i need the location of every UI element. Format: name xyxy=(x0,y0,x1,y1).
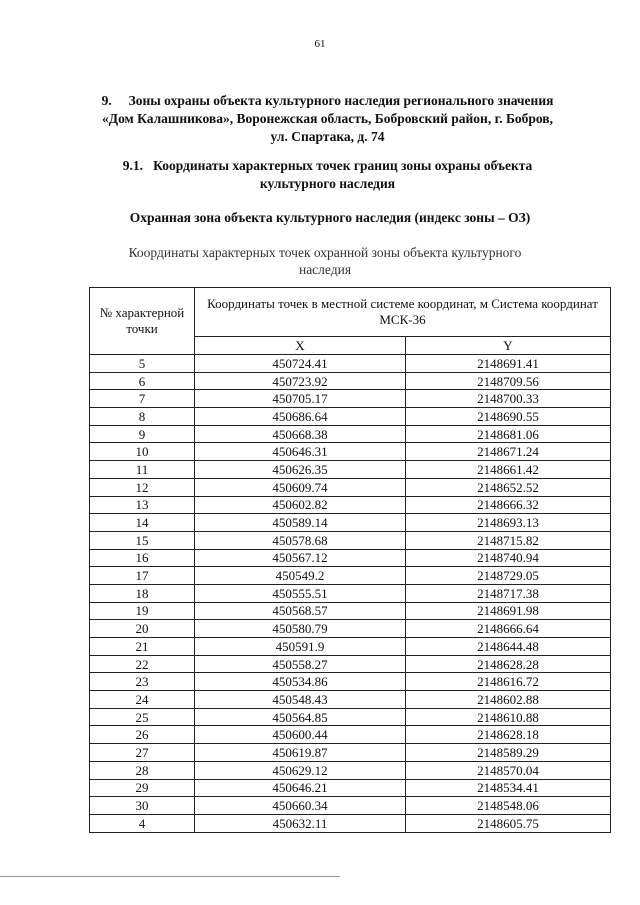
x-coordinate-cell: 450668.38 xyxy=(195,425,406,443)
point-number-cell: 19 xyxy=(90,602,195,620)
table-row xyxy=(90,390,611,408)
y-coordinate-cell: 2148605.75 xyxy=(406,814,611,832)
table-row xyxy=(90,691,611,709)
point-number-cell: 12 xyxy=(90,478,195,496)
y-coordinate-cell: 2148534.41 xyxy=(406,779,611,797)
y-coordinate-cell: 2148652.52 xyxy=(406,478,611,496)
y-coordinate-cell: 2148570.04 xyxy=(406,761,611,779)
x-coordinate-cell: 450609.74 xyxy=(195,478,406,496)
point-number-cell: 26 xyxy=(90,726,195,744)
x-coordinate-cell: 450548.43 xyxy=(195,691,406,709)
y-coordinate-cell: 2148666.32 xyxy=(406,496,611,514)
point-number-cell: 16 xyxy=(90,549,195,567)
point-number-header: № характерной точки xyxy=(90,288,195,355)
table-row xyxy=(90,814,611,832)
table-row xyxy=(90,372,611,390)
section-heading: 9. Зоны охраны объекта культурного наследия регионального значения «Дом Калашникова», Воронежская область, Бобровский район, г. Бобров, ул. Спартака, д. 74 xyxy=(101,93,554,144)
point-number-cell: 27 xyxy=(90,744,195,762)
y-coordinate-cell: 2148700.33 xyxy=(406,390,611,408)
x-coordinate-cell: 450660.34 xyxy=(195,797,406,815)
coordinates-table xyxy=(89,287,611,833)
x-coordinate-cell: 450568.57 xyxy=(195,602,406,620)
y-coordinate-cell: 2148691.41 xyxy=(406,355,611,373)
y-coordinate-cell: 2148610.88 xyxy=(406,708,611,726)
coordinates-header: Координаты точек в местной системе координат, м Система координат МСК-36 xyxy=(195,288,611,337)
y-coordinate-cell: 2148671.24 xyxy=(406,443,611,461)
y-coordinate-cell: 2148715.82 xyxy=(406,531,611,549)
table-row xyxy=(90,761,611,779)
y-coordinate-cell: 2148691.98 xyxy=(406,602,611,620)
header-row xyxy=(90,288,611,337)
point-number-cell: 25 xyxy=(90,708,195,726)
zone-title: Охранная зона объекта культурного наследия (индекс зоны – ОЗ) xyxy=(129,210,531,225)
y-coordinate-cell: 2148644.48 xyxy=(406,638,611,656)
x-coordinate-cell: 450705.17 xyxy=(195,390,406,408)
point-number-cell: 7 xyxy=(90,390,195,408)
table-row xyxy=(90,779,611,797)
y-coordinate-cell: 2148740.94 xyxy=(406,549,611,567)
x-coordinate-cell: 450567.12 xyxy=(195,549,406,567)
table-row xyxy=(90,425,611,443)
point-number-cell: 22 xyxy=(90,655,195,673)
y-coordinate-cell: 2148709.56 xyxy=(406,372,611,390)
y-coordinate-cell: 2148681.06 xyxy=(406,425,611,443)
y-coordinate-cell: 2148548.06 xyxy=(406,797,611,815)
table-row xyxy=(90,496,611,514)
table-row xyxy=(90,443,611,461)
x-coordinate-cell: 450600.44 xyxy=(195,726,406,744)
point-number-cell: 30 xyxy=(90,797,195,815)
point-number-cell: 6 xyxy=(90,372,195,390)
table-row xyxy=(90,461,611,479)
x-coordinate-cell: 450646.21 xyxy=(195,779,406,797)
point-number-cell: 13 xyxy=(90,496,195,514)
point-number-cell: 29 xyxy=(90,779,195,797)
table-row xyxy=(90,531,611,549)
table-row xyxy=(90,620,611,638)
point-number-cell: 9 xyxy=(90,425,195,443)
y-coordinate-cell: 2148666.64 xyxy=(406,620,611,638)
y-coordinate-cell: 2148661.42 xyxy=(406,461,611,479)
table-caption: Координаты характерных точек охранной зоны объекта культурного наследия xyxy=(128,245,522,277)
y-header: Y xyxy=(406,337,611,355)
y-coordinate-cell: 2148628.28 xyxy=(406,655,611,673)
y-coordinate-cell: 2148616.72 xyxy=(406,673,611,691)
table-row xyxy=(90,797,611,815)
table-row xyxy=(90,655,611,673)
point-number-cell: 23 xyxy=(90,673,195,691)
point-number-cell: 11 xyxy=(90,461,195,479)
table-row xyxy=(90,726,611,744)
table-row xyxy=(90,355,611,373)
point-number-cell: 5 xyxy=(90,355,195,373)
x-coordinate-cell: 450578.68 xyxy=(195,531,406,549)
point-number-cell: 21 xyxy=(90,638,195,656)
y-coordinate-cell: 2148690.55 xyxy=(406,408,611,426)
point-number-cell: 17 xyxy=(90,567,195,585)
x-coordinate-cell: 450591.9 xyxy=(195,638,406,656)
page-number: 61 xyxy=(314,38,326,50)
point-number-cell: 4 xyxy=(90,814,195,832)
point-number-cell: 8 xyxy=(90,408,195,426)
x-header: X xyxy=(195,337,406,355)
x-coordinate-cell: 450580.79 xyxy=(195,620,406,638)
x-coordinate-cell: 450646.31 xyxy=(195,443,406,461)
x-coordinate-cell: 450619.87 xyxy=(195,744,406,762)
table-row xyxy=(90,744,611,762)
y-coordinate-cell: 2148693.13 xyxy=(406,514,611,532)
table-row xyxy=(90,673,611,691)
y-coordinate-cell: 2148589.29 xyxy=(406,744,611,762)
point-number-cell: 10 xyxy=(90,443,195,461)
table-row xyxy=(90,408,611,426)
y-coordinate-cell: 2148729.05 xyxy=(406,567,611,585)
x-coordinate-cell: 450555.51 xyxy=(195,584,406,602)
x-coordinate-cell: 450724.41 xyxy=(195,355,406,373)
table-row xyxy=(90,478,611,496)
point-number-cell: 28 xyxy=(90,761,195,779)
point-number-cell: 18 xyxy=(90,584,195,602)
footer-divider xyxy=(0,876,340,877)
x-coordinate-cell: 450549.2 xyxy=(195,567,406,585)
table-header xyxy=(90,288,611,355)
point-number-cell: 14 xyxy=(90,514,195,532)
x-coordinate-cell: 450564.85 xyxy=(195,708,406,726)
y-coordinate-cell: 2148717.38 xyxy=(406,584,611,602)
x-coordinate-cell: 450626.35 xyxy=(195,461,406,479)
subsection-heading: 9.1. Координаты характерных точек границ зоны охраны объекта культурного наследия xyxy=(122,158,533,191)
table-row xyxy=(90,514,611,532)
x-coordinate-cell: 450686.64 xyxy=(195,408,406,426)
y-coordinate-cell: 2148628.18 xyxy=(406,726,611,744)
point-number-cell: 20 xyxy=(90,620,195,638)
point-number-cell: 15 xyxy=(90,531,195,549)
x-coordinate-cell: 450558.27 xyxy=(195,655,406,673)
table-row xyxy=(90,567,611,585)
y-coordinate-cell: 2148602.88 xyxy=(406,691,611,709)
x-coordinate-cell: 450632.11 xyxy=(195,814,406,832)
table-row xyxy=(90,602,611,620)
point-number-cell: 24 xyxy=(90,691,195,709)
x-coordinate-cell: 450602.82 xyxy=(195,496,406,514)
x-coordinate-cell: 450629.12 xyxy=(195,761,406,779)
x-coordinate-cell: 450534.86 xyxy=(195,673,406,691)
table-row xyxy=(90,584,611,602)
table-row xyxy=(90,638,611,656)
x-coordinate-cell: 450723.92 xyxy=(195,372,406,390)
table-row xyxy=(90,549,611,567)
x-coordinate-cell: 450589.14 xyxy=(195,514,406,532)
table-body xyxy=(90,355,611,833)
table-row xyxy=(90,708,611,726)
